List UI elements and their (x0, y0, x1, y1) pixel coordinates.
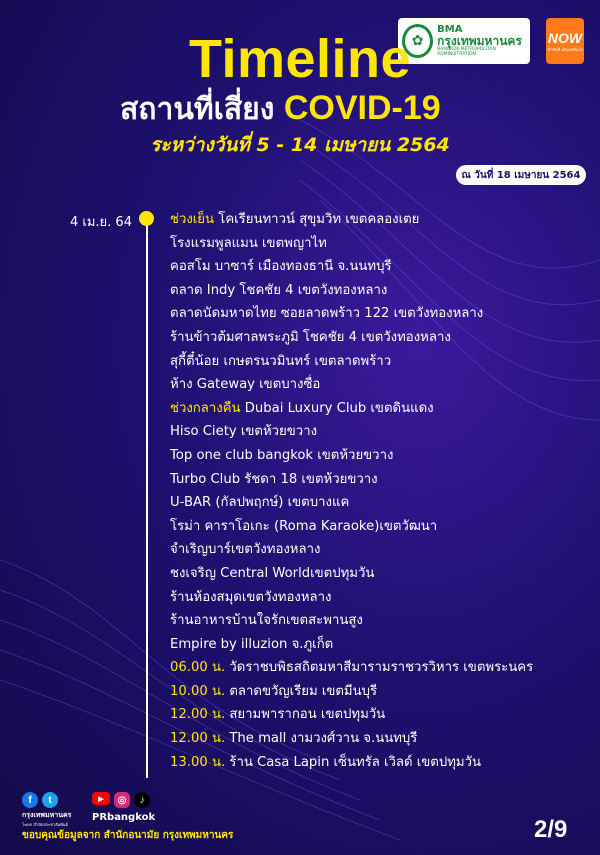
timeline-entry (170, 232, 533, 256)
entry-place: ร้านห้องสมุดเขตวังทองหลาง (170, 589, 332, 605)
entry-time: 13.00 น. (170, 754, 226, 770)
entry-time: 06.00 น. (170, 660, 226, 676)
entry-place: สยามพารากอน เขตปทุมวัน (229, 707, 386, 723)
timeline-entry (170, 302, 533, 326)
footer-account-bma (22, 792, 71, 828)
timeline-entry (170, 656, 533, 680)
timeline-dot (139, 211, 154, 226)
entry-place: สุกี้ตี๋น้อย เกษตรนวมินทร์ เขตลาดพร้าว (170, 353, 392, 369)
timeline-entry (170, 208, 533, 232)
timeline-entry (170, 350, 533, 374)
entry-time: ช่วงกลางคืน (170, 400, 241, 416)
bma-abbr: BMA (437, 23, 463, 35)
entry-time: 12.00 น. (170, 707, 226, 723)
credit-text: ขอบคุณข้อมูลจาก สำนักอนามัย กรุงเทพมหานคร (22, 830, 234, 841)
now-slogan: ทำทันที เห็นผลทันใจ (547, 46, 583, 52)
entry-time: 10.00 น. (170, 683, 226, 699)
page-number: 2/9 (534, 816, 568, 843)
entry-place: ตลาด Indy โชคชัย 4 เขตวังทองหลาง (170, 282, 388, 298)
entry-place: U-BAR (กัลปพฤกษ์) เขตบางแค (170, 495, 350, 511)
entry-place: ร้าน Casa Lapin เซ็นทรัล เวิลด์ เขตปทุมวัน (229, 754, 482, 770)
timeline-entry (170, 255, 533, 279)
timeline-entry (170, 538, 533, 562)
entry-place: โคเรียนทาวน์ สุขุมวิท เขตคลองเตย (218, 212, 420, 227)
entry-place: จำเริญบาร์เขตวังทองหลาง (170, 542, 321, 558)
timeline-entry (170, 420, 533, 444)
entry-time: ช่วงเย็น (170, 212, 215, 227)
timeline-entries (170, 208, 533, 774)
account-pr-name: PRbangkok (92, 812, 156, 823)
entry-place: โรม่า คาราโอเกะ (Roma Karaoke)เขตวัฒนา (170, 518, 438, 534)
entry-place: Top one club bangkok เขตห้วยขวาง (170, 447, 394, 463)
account-bma-name: กรุงเทพมหานคร (22, 811, 72, 819)
subtitle-en: COVID-19 (283, 89, 441, 127)
entry-place: ร้านอาหารบ้านใจรักเขตสะพานสูง (170, 613, 363, 629)
timeline-entry (170, 609, 533, 633)
timeline-entry (170, 703, 533, 727)
entry-place: Dubai Luxury Club เขตดินแดง (244, 400, 434, 416)
footer-account-pr (92, 792, 155, 823)
timeline-entry (170, 751, 533, 775)
entry-place: Empire by illuzion จ.ภูเก็ต (170, 636, 334, 652)
timeline-entry (170, 680, 533, 704)
entry-place: คอสโม บาซาร์ เมืองทองธานี จ.นนทบุรี (170, 259, 392, 275)
account-bma-sub: โฆษก สำนักประชาสัมพันธ์ (22, 822, 68, 827)
timeline-entry (170, 515, 533, 539)
timeline-entry (170, 397, 533, 421)
entry-place: วัดราชบพิธสถิตมหาสีมารามราชวรวิหาร เขตพระนคร (229, 660, 534, 676)
bma-seal-icon: ✿ (402, 24, 433, 58)
now-label: NOW (547, 29, 583, 46)
date-range: ระหว่างวันที่ 5 - 14 เมษายน 2564 (150, 134, 450, 156)
entry-place: ห้าง Gateway เขตบางซื่อ (170, 377, 321, 393)
entry-place: ตลาดขวัญเรียม เขตมีนบุรี (229, 683, 378, 699)
timeline-entry (170, 727, 533, 751)
timeline-entry (170, 633, 533, 657)
timeline-entry (170, 491, 533, 515)
entry-place: Hiso Ciety เขตห้วยขวาง (170, 424, 318, 440)
entry-place: ชงเจริญ Central Worldเขตปทุมวัน (170, 565, 375, 581)
facebook-icon[interactable]: f (22, 792, 38, 808)
subtitle (120, 86, 441, 133)
entry-place: The mall งามวงศ์วาน จ.นนทบุรี (229, 731, 418, 747)
timeline-date: 4 เม.ย. 64 (70, 215, 132, 230)
page-title: Timeline (188, 29, 412, 89)
bma-name-en: BANGKOK METROPOLITAN ADMINISTRATION (437, 47, 496, 58)
timeline-entry (170, 444, 533, 468)
as-of-badge: ณ วันที่ 18 เมษายน 2564 (456, 165, 586, 185)
timeline-entry (170, 279, 533, 303)
timeline-entry (170, 326, 533, 350)
timeline-entry (170, 373, 533, 397)
entry-time: 12.00 น. (170, 731, 226, 747)
instagram-icon[interactable]: ◎ (114, 792, 130, 808)
timeline-entry (170, 468, 533, 492)
subtitle-th: สถานที่เสี่ยง (120, 93, 275, 126)
entry-place: Turbo Club รัชดา 18 เขตห้วยขวาง (170, 471, 378, 487)
timeline-entry (170, 562, 533, 586)
entry-place: ร้านข้าวต้มศาลพระภูมิ โชคชัย 4 เขตวังทองหลาง (170, 329, 451, 345)
entry-place: ตลาดนัดมหาดไทย ซอยลาดพร้าว 122 เขตวังทองหลาง (170, 306, 484, 322)
youtube-icon[interactable]: ▶ (92, 792, 110, 805)
tiktok-icon[interactable]: ♪ (134, 792, 150, 808)
bma-name-th: กรุงเทพมหานคร (437, 33, 522, 48)
timeline-entry (170, 586, 533, 610)
entry-place: โรงแรมพูลแมน เขตพญาไท (170, 235, 327, 251)
twitter-icon[interactable]: t (42, 792, 58, 808)
timeline-line (146, 218, 148, 778)
